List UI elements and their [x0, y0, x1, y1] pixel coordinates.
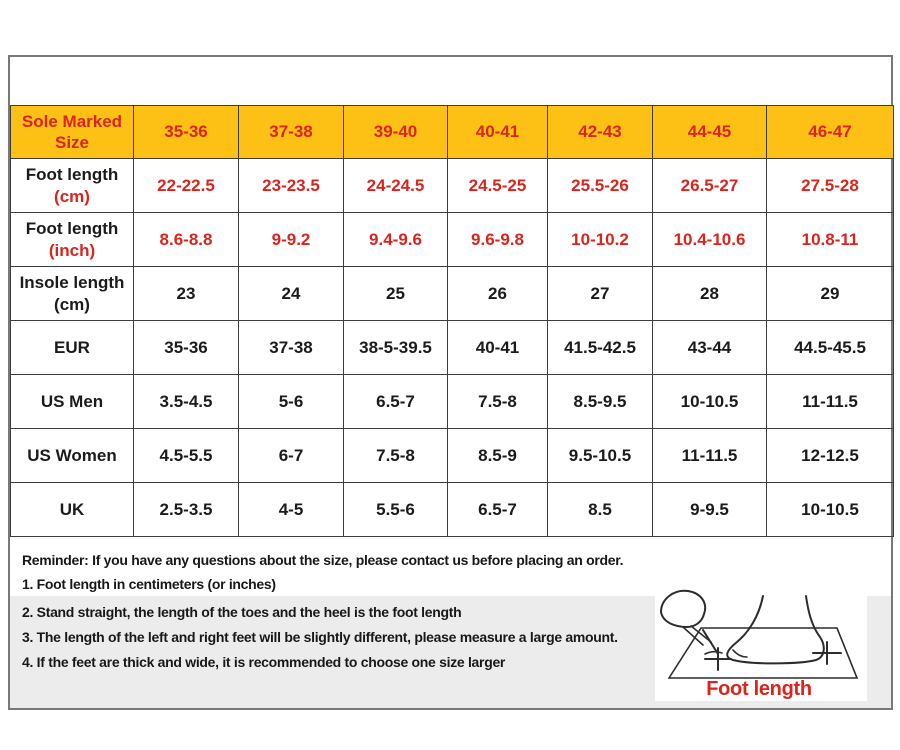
size-cell: 43-44	[653, 321, 767, 375]
size-cell: 8.6-8.8	[134, 213, 239, 267]
size-cell: 40-41	[448, 321, 548, 375]
size-cell: 5-6	[239, 375, 344, 429]
size-cell: 28	[653, 267, 767, 321]
size-cell: 38-5-39.5	[344, 321, 448, 375]
size-cell: 2.5-3.5	[134, 483, 239, 537]
table-row	[11, 321, 894, 375]
reminder-item-3: 3. The length of the left and right feet will be slightly different, please measure a large amount.	[22, 629, 618, 645]
size-cell: 41.5-42.5	[548, 321, 653, 375]
size-cell: 9.4-9.6	[344, 213, 448, 267]
size-cell: 10.8-11	[767, 213, 894, 267]
pencil-scribble	[705, 652, 722, 654]
toe-detail-line	[733, 650, 747, 657]
size-cell: 7.5-8	[344, 429, 448, 483]
header-size-cell: 37-38	[239, 106, 344, 159]
size-cell: 9-9.2	[239, 213, 344, 267]
size-table	[10, 105, 894, 537]
size-cell: 10-10.2	[548, 213, 653, 267]
table-header-row	[11, 106, 894, 159]
size-cell: 29	[767, 267, 894, 321]
table-row	[11, 429, 894, 483]
table-row	[11, 213, 894, 267]
row-label: UK	[11, 483, 134, 537]
reminder-section	[10, 537, 891, 708]
header-label: Sole Marked Size	[11, 106, 134, 159]
header-size-cell: 46-47	[767, 106, 894, 159]
reminder-item-4: 4. If the feet are thick and wide, it is recommended to choose one size larger	[22, 654, 506, 670]
table-row	[11, 375, 894, 429]
size-cell: 23-23.5	[239, 159, 344, 213]
heel-cross-mark	[813, 642, 841, 664]
size-cell: 44.5-45.5	[767, 321, 894, 375]
table-row	[11, 483, 894, 537]
size-cell: 8.5-9	[448, 429, 548, 483]
size-cell: 27.5-28	[767, 159, 894, 213]
size-cell: 25	[344, 267, 448, 321]
size-chart-panel	[8, 55, 893, 710]
reminder-item-1: 1. Foot length in centimeters (or inches)	[22, 576, 276, 592]
row-label: Insole length (cm)	[11, 267, 134, 321]
row-label: Foot length (cm)	[11, 159, 134, 213]
reminder-item-2: 2. Stand straight, the length of the toes and the heel is the foot length	[22, 604, 462, 620]
size-cell: 9.5-10.5	[548, 429, 653, 483]
size-cell: 4.5-5.5	[134, 429, 239, 483]
size-cell: 26.5-27	[653, 159, 767, 213]
size-cell: 5.5-6	[344, 483, 448, 537]
hand-outline	[661, 591, 705, 627]
table-row	[11, 159, 894, 213]
size-cell: 9.6-9.8	[448, 213, 548, 267]
size-cell: 26	[448, 267, 548, 321]
size-cell: 25.5-26	[548, 159, 653, 213]
row-label: EUR	[11, 321, 134, 375]
size-cell: 22-22.5	[134, 159, 239, 213]
header-size-cell: 35-36	[134, 106, 239, 159]
pencil	[703, 630, 718, 654]
size-cell: 10-10.5	[767, 483, 894, 537]
size-cell: 11-11.5	[767, 375, 894, 429]
header-size-cell: 44-45	[653, 106, 767, 159]
row-label: Foot length (inch)	[11, 213, 134, 267]
size-cell: 35-36	[134, 321, 239, 375]
foot-outline	[727, 596, 824, 663]
table-row	[11, 267, 894, 321]
size-cell: 8.5	[548, 483, 653, 537]
header-size-cell: 40-41	[448, 106, 548, 159]
size-cell: 12-12.5	[767, 429, 894, 483]
foot-measure-illustration	[655, 581, 867, 701]
size-cell: 6.5-7	[448, 483, 548, 537]
row-label: US Women	[11, 429, 134, 483]
size-cell: 8.5-9.5	[548, 375, 653, 429]
foot-length-label: Foot length	[706, 678, 812, 700]
size-cell: 4-5	[239, 483, 344, 537]
reminder-intro: Reminder: If you have any questions about the size, please contact us before placing an order.	[22, 552, 624, 568]
size-cell: 24	[239, 267, 344, 321]
size-cell: 6-7	[239, 429, 344, 483]
size-cell: 7.5-8	[448, 375, 548, 429]
row-label: US Men	[11, 375, 134, 429]
size-cell: 10.4-10.6	[653, 213, 767, 267]
size-cell: 3.5-4.5	[134, 375, 239, 429]
size-cell: 37-38	[239, 321, 344, 375]
size-cell: 10-10.5	[653, 375, 767, 429]
header-size-cell: 39-40	[344, 106, 448, 159]
size-cell: 6.5-7	[344, 375, 448, 429]
size-cell: 24.5-25	[448, 159, 548, 213]
header-size-cell: 42-43	[548, 106, 653, 159]
size-cell: 9-9.5	[653, 483, 767, 537]
size-cell: 24-24.5	[344, 159, 448, 213]
panel-top-strip	[10, 57, 891, 105]
foot-measure-drawing	[655, 581, 867, 701]
size-cell: 27	[548, 267, 653, 321]
size-cell: 11-11.5	[653, 429, 767, 483]
size-cell: 23	[134, 267, 239, 321]
